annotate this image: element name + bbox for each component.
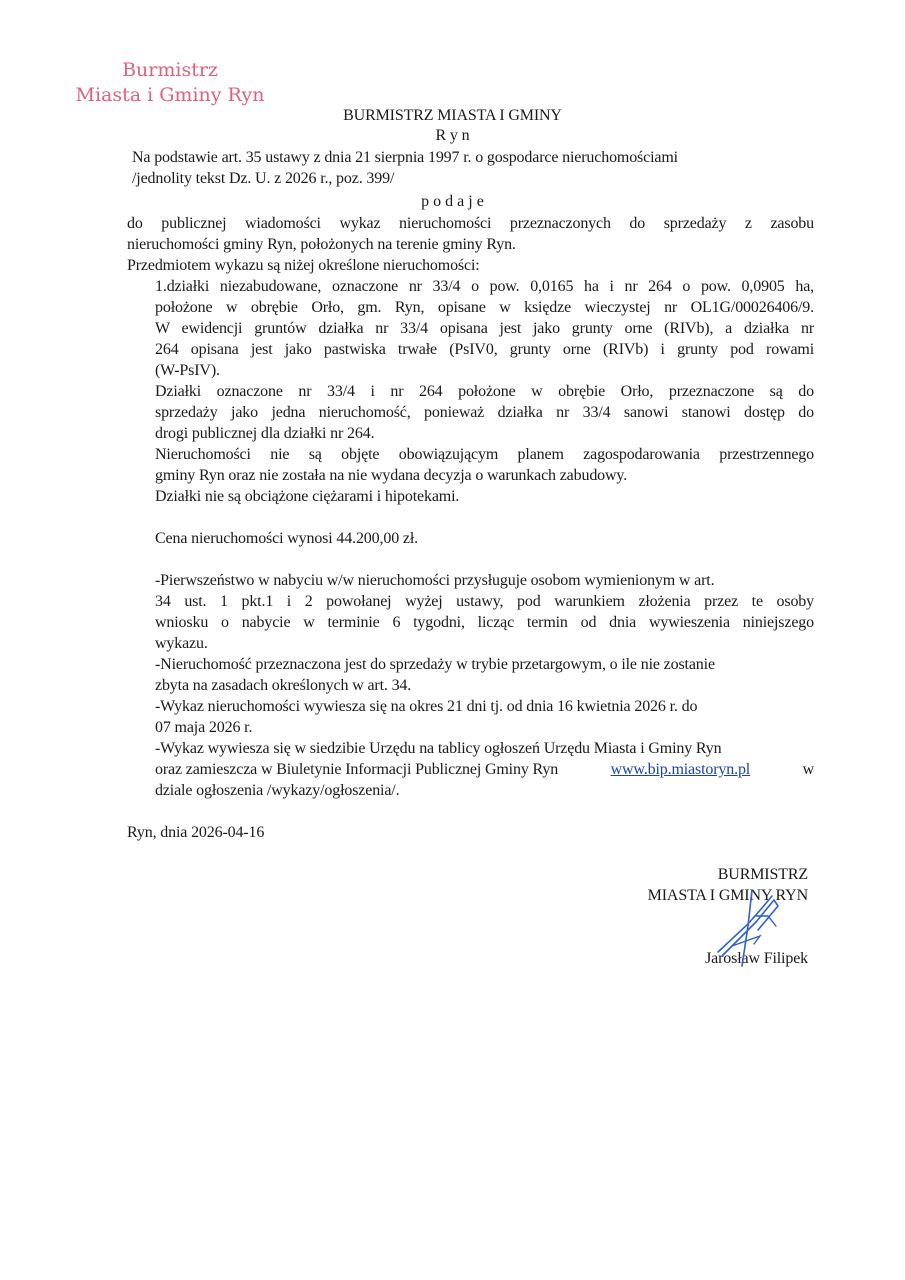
office-stamp [60,58,280,108]
document-city: R y n [435,127,470,144]
legal-basis-line-2: /jednolity tekst Dz. U. z 2026 r., poz. 399/ [132,170,395,187]
note-line-6: zbyta na zasadach określonych w art. 34. [155,677,412,694]
item1-line-10: gminy Ryn oraz nie została na nie wydana decyzja o warunkach zabudowy. [155,467,628,484]
note-line-7: -Wykaz nieruchomości wywiesza się na okres 21 dni tj. od dnia 16 kwietnia 2026 r. do [155,698,698,715]
intro-line-3: Przedmiotem wykazu są niżej określone nieruchomości: [127,257,480,274]
handwritten-signature [712,886,788,970]
signatory-title-2: MIASTA I GMINY RYN [647,887,808,904]
price-statement: Cena nieruchomości wynosi 44.200,00 zł. [155,530,418,547]
stamp-line-1: Burmistrz [122,59,218,81]
note-line-10-tail: w [802,761,814,778]
item1-line-1: 1.działki niezabudowane, oznaczone nr 33/4 o pow. 0,0165 ha i nr 264 o pow. 0,0905 ha, [155,278,814,295]
note-line-9: -Wykaz wywiesza się w siedzibie Urzędu na tablicy ogłoszeń Urzędu Miasta i Gminy Ryn [155,740,722,757]
item1-line-2: położone w obrębie Orło, gm. Ryn, opisane w księdze wieczystej nr OL1G/00026406/9. [155,299,814,316]
legal-basis-line-1: Na podstawie art. 35 ustawy z dnia 21 sierpnia 1997 r. o gospodarce nieruchomościami [132,149,678,166]
stamp-line-2: Miasta i Gminy Ryn [75,84,265,106]
item1-line-5: (W-PsIV). [155,362,220,379]
item1-line-4: 264 opisana jest jako pastwiska trwałe (PsIV0, grunty orne (RIVb) i grunty pod rowami [155,341,814,358]
note-line-10-text: oraz zamieszcza w Biuletynie Informacji Publicznej Gminy Ryn [155,761,559,778]
note-line-8: 07 maja 2026 r. [155,719,253,736]
item1-line-9: Nieruchomości nie są objęte obowiązującym planem zagospodarowania przestrzennego [155,446,814,463]
intro-line-2: nieruchomości gminy Ryn, położonych na terenie gminy Ryn. [127,236,516,253]
note-line-10 [155,760,814,779]
item1-line-8: drogi publicznej dla działki nr 264. [155,425,375,442]
place-date: Ryn, dnia 2026-04-16 [127,824,265,841]
signatory-name: Jarosław Filipek [705,950,808,967]
intro-line-1: do publicznej wiadomości wykaz nieruchomości przeznaczonych do sprzedaży z zasobu [127,215,814,232]
item1-line-7: sprzedaży jako jedna nieruchomość, ponieważ działka nr 33/4 sanowi stanowi dostęp do [155,404,814,421]
announces-heading: p o d a j e [421,193,484,210]
item1-line-11: Działki nie są obciążone ciężarami i hipotekami. [155,488,460,505]
note-line-11: dziale ogłoszenia /wykazy/ogłoszenia/. [155,782,400,799]
signatory-title-1: BURMISTRZ [717,866,808,883]
item1-line-6: Działki oznaczone nr 33/4 i nr 264 położone w obrębie Orło, przeznaczone są do [155,383,814,400]
bip-website-link[interactable]: www.bip.miastoryn.pl [610,761,751,778]
document-title: BURMISTRZ MIASTA I GMINY [343,107,562,124]
note-line-1: -Pierwszeństwo w nabyciu w/w nieruchomości przysługuje osobom wymienionym w art. [155,572,715,589]
note-line-5: -Nieruchomość przeznaczona jest do sprzedaży w trybie przetargowym, o ile nie zostanie [155,656,715,673]
note-line-4: wykazu. [155,635,208,652]
note-line-3: wniosku o nabycie w terminie 6 tygodni, licząc termin od dnia wywieszenia niniejszego [155,614,814,631]
item1-line-3: W ewidencji gruntów działka nr 33/4 opisana jest jako grunty orne (RIVb), a działka nr [155,320,814,337]
note-line-2: 34 ust. 1 pkt.1 i 2 powołanej wyżej ustawy, pod warunkiem złożenia przez te osoby [155,593,814,610]
